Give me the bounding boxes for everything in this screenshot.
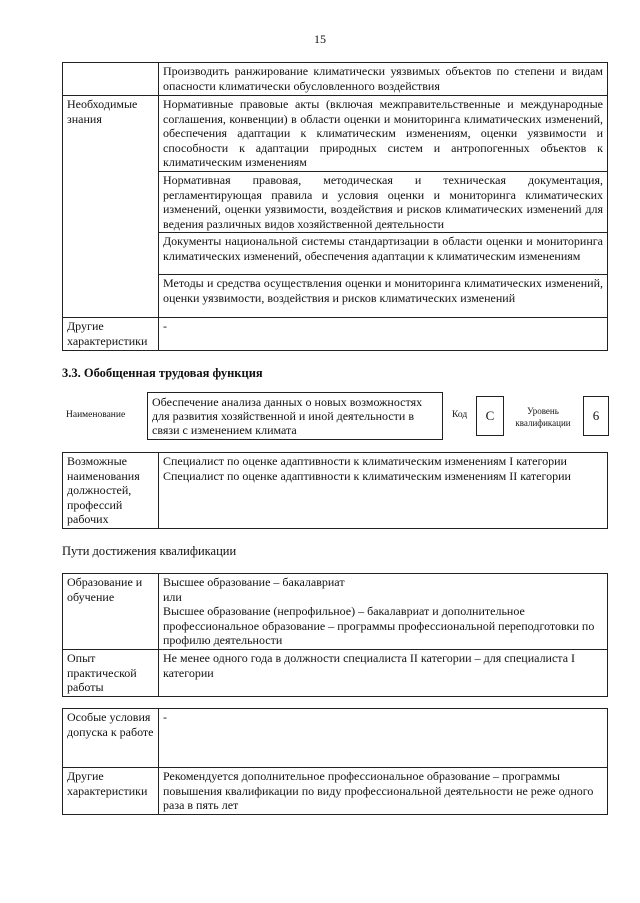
education-label: Образование и обучение (63, 574, 159, 650)
action-item-cont: Производить ранжирование климатически уязвимых объектов по степени и видам опасности климатически обусловленного воздействия (159, 63, 608, 96)
education-line: или (163, 589, 182, 604)
other-value: - (159, 318, 608, 350)
table-cell-empty (63, 63, 159, 96)
knowledge-table (62, 62, 608, 351)
table-row (63, 768, 608, 815)
level-label: Уровень квалификации (515, 406, 571, 428)
code-label: Код (452, 410, 468, 420)
qualification-table (62, 573, 608, 697)
education-cell (159, 574, 608, 650)
other2-value: Рекомендуется дополнительное профессиональное образование – программы повышения квалификации по виду профессиональной деятельности не реже одного раза в пять лет (159, 768, 608, 815)
table-row (63, 574, 608, 650)
positions-table (62, 452, 608, 529)
experience-label: Опыт практической работы (63, 649, 159, 696)
experience-value: Не менее одного года в должности специалиста II категории – для специалиста I категории (159, 649, 608, 696)
page-number: 15 (314, 32, 326, 46)
knowledge-item: Методы и средства осуществления оценки и мониторинга климатических изменений, оценки уязвимости, воздействия и рисков климатических изменений (159, 275, 608, 318)
knowledge-item: Нормативные правовые акты (включая межправительственные и международные соглашения, конвенции) в области оценки и мониторинга климатических изменений, обеспечения адаптации к климатическим изменениям, оценки уязвимости и способности к адаптации природных систем и антропогенных объектов к климатическим изменениям (159, 96, 608, 172)
knowledge-item: Документы национальной системы стандартизации в области оценки и мониторинга климатических изменений, обеспечения адаптации к климатическим изменениям (159, 233, 608, 275)
education-line: Высшее образование (непрофильное) – бакалавриат и дополнительное профессиональное образование – программы профессиональной переподготовки по профилю деятельности (163, 604, 595, 648)
level-value-box: 6 (583, 396, 609, 436)
position-line: Специалист по оценке адаптивности к климатическим изменениям II категории (163, 468, 571, 483)
table-row (63, 96, 608, 172)
positions-label: Возможные наименования должностей, профессий рабочих (63, 453, 159, 529)
knowledge-item: Нормативная правовая, методическая и техническая документация, регламентирующая правила и условия оценки и мониторинга климатических изменений, оценки уязвимости, воздействия и рисков климатических изменений для ведения различных видов хозяйственной деятельности (159, 171, 608, 232)
section-heading: 3.3. Обобщенная трудовая функция (62, 366, 263, 380)
code-value-box: C (476, 396, 504, 436)
conditions-table (62, 708, 608, 815)
table-row (63, 649, 608, 696)
positions-cell (159, 453, 608, 529)
table-row (63, 453, 608, 529)
name-label: Наименование (66, 410, 126, 420)
position-line: Специалист по оценке адаптивности к климатическим изменениям I категории (163, 454, 567, 468)
education-line: Высшее образование – бакалавриат (163, 575, 345, 589)
knowledge-label: Необходимые знания (63, 96, 159, 318)
table-row (63, 63, 608, 96)
table-row (63, 318, 608, 350)
other2-label: Другие характеристики (63, 768, 159, 815)
other-label: Другие характеристики (63, 318, 159, 350)
special-value: - (159, 709, 608, 768)
table-row (63, 709, 608, 768)
special-label: Особые условия допуска к работе (63, 709, 159, 768)
paths-heading: Пути достижения квалификации (62, 544, 237, 558)
function-name-box: Обеспечение анализа данных о новых возможностях для развития хозяйственной и иной деятельности в связи с изменением климата (147, 392, 443, 440)
